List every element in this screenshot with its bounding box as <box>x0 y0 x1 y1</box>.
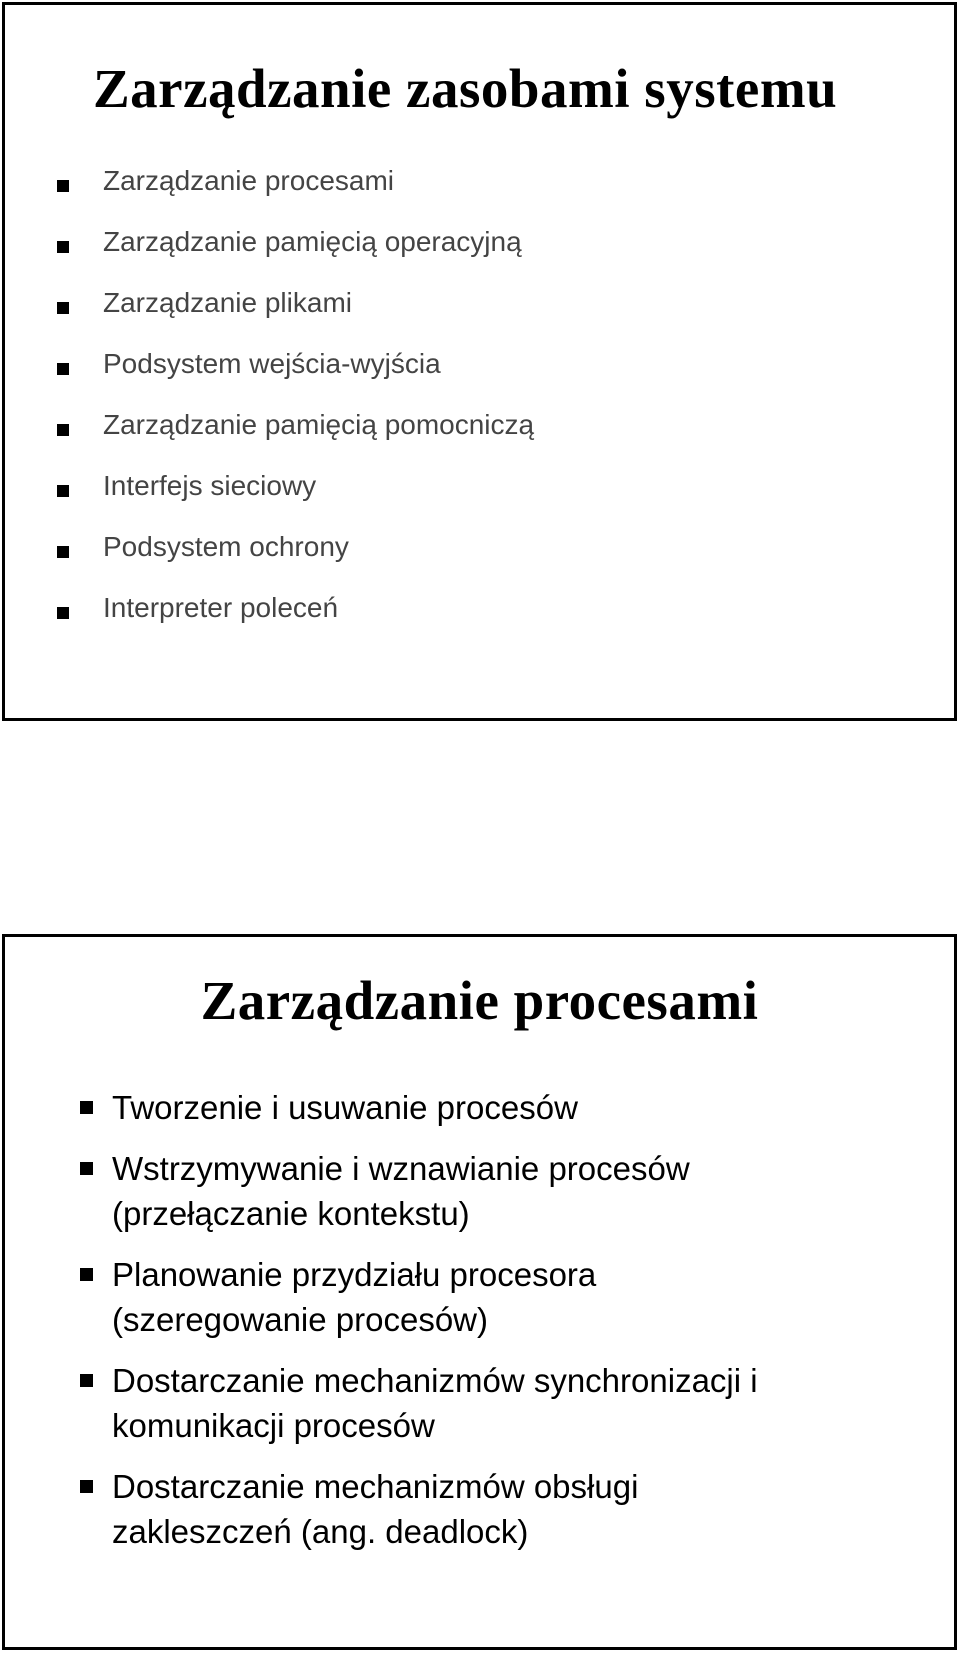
square-bullet-icon <box>57 363 69 375</box>
list-item-text: Interpreter poleceń <box>103 592 339 623</box>
list-item-line: Dostarczanie mechanizmów obsługi <box>112 1468 639 1505</box>
list-item-text: Interfejs sieciowy <box>103 470 317 501</box>
square-bullet-icon <box>57 180 69 192</box>
slide-title: Zarządzanie procesami <box>200 970 759 1031</box>
list-item-line: Tworzenie i usuwanie procesów <box>112 1089 578 1126</box>
list-item <box>80 1252 940 1342</box>
square-bullet-icon <box>57 546 69 558</box>
list-item-line: Planowanie przydziału procesora <box>112 1256 597 1293</box>
square-bullet-icon <box>80 1480 93 1493</box>
list-item <box>80 1146 940 1236</box>
list-item-text: Zarządzanie pamięcią pomocniczą <box>103 409 535 440</box>
square-bullet-icon <box>57 485 69 497</box>
square-bullet-icon <box>80 1101 93 1114</box>
list-item-line: (szeregowanie procesów) <box>112 1301 489 1338</box>
list-item-line: (przełączanie kontekstu) <box>112 1195 470 1232</box>
slide-system-resources <box>2 2 957 721</box>
list-item-text: Podsystem wejścia-wyjścia <box>103 348 441 379</box>
list-item-text: Zarządzanie pamięcią operacyjną <box>103 226 522 257</box>
list-item <box>80 1464 940 1554</box>
slide-process-management <box>2 934 957 1650</box>
square-bullet-icon <box>57 302 69 314</box>
list-item-line: zakleszczeń (ang. deadlock) <box>112 1513 529 1550</box>
square-bullet-icon <box>80 1268 93 1281</box>
list-item-line: Wstrzymywanie i wznawianie procesów <box>112 1150 690 1187</box>
list-item <box>80 1085 940 1130</box>
list-item-text: Podsystem ochrony <box>103 531 349 562</box>
square-bullet-icon <box>80 1162 93 1175</box>
list-item-text: Zarządzanie procesami <box>103 165 395 196</box>
bullet-list <box>80 1085 940 1570</box>
square-bullet-icon <box>57 241 69 253</box>
square-bullet-icon <box>57 424 69 436</box>
list-item <box>80 1358 940 1448</box>
list-item-line: komunikacji procesów <box>112 1407 435 1444</box>
square-bullet-icon <box>80 1374 93 1387</box>
slide-title: Zarządzanie zasobami systemu <box>93 58 838 119</box>
list-item-text: Zarządzanie plikami <box>103 287 352 318</box>
square-bullet-icon <box>57 607 69 619</box>
list-item-line: Dostarczanie mechanizmów synchronizacji i <box>112 1362 758 1399</box>
